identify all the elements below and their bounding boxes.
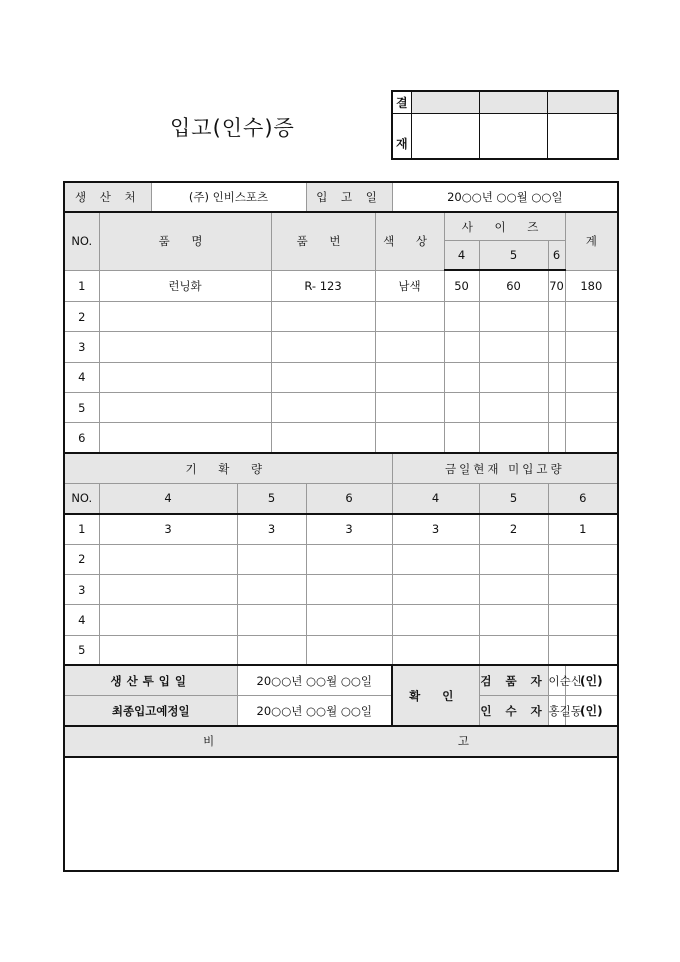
table-row xyxy=(64,362,618,392)
unreceived-size-4[interactable] xyxy=(392,605,479,635)
inspector-name[interactable]: 이순신 xyxy=(548,665,565,695)
col-size-4: 4 xyxy=(444,241,479,270)
confirm-label: 확 인 xyxy=(392,665,479,726)
item-name[interactable] xyxy=(99,332,271,362)
confirmed-size-5[interactable] xyxy=(237,635,306,665)
confirmed-size-4[interactable] xyxy=(99,635,237,665)
table-row xyxy=(64,332,618,362)
receiver-seal[interactable]: (인) xyxy=(565,696,618,726)
approval-label-top: 결 xyxy=(392,91,411,113)
item-part-no[interactable] xyxy=(271,332,375,362)
producer-label: 생 산 처 xyxy=(64,182,151,212)
table-row xyxy=(64,423,618,453)
item-color[interactable] xyxy=(375,332,444,362)
item-part-no[interactable] xyxy=(271,301,375,331)
confirmed-size-6[interactable] xyxy=(306,574,392,604)
page-title: 입고(인수)증 xyxy=(170,116,295,140)
unreceived-size-6[interactable] xyxy=(548,605,618,635)
confirmed-size-4[interactable] xyxy=(99,574,237,604)
unreceived-size-5[interactable] xyxy=(479,635,548,665)
col-name: 품 명 xyxy=(99,212,271,270)
item-color[interactable] xyxy=(375,362,444,392)
approval-sign-cell[interactable] xyxy=(547,113,618,159)
unreceived-size-4[interactable]: 3 xyxy=(392,514,479,544)
table-row xyxy=(64,514,618,544)
item-size-4[interactable] xyxy=(444,392,479,422)
confirmed-size-5[interactable] xyxy=(237,605,306,635)
item-color[interactable] xyxy=(375,423,444,453)
remarks-area[interactable] xyxy=(64,757,618,871)
item-size-6[interactable] xyxy=(548,301,565,331)
item-total[interactable] xyxy=(565,423,618,453)
inspector-label: 검 품 자 xyxy=(479,665,548,695)
receipt-col-a5: 5 xyxy=(237,483,306,513)
unreceived-size-4[interactable] xyxy=(392,574,479,604)
approval-header-cell xyxy=(547,91,618,113)
unreceived-size-6[interactable] xyxy=(548,635,618,665)
date-label: 입 고 일 xyxy=(306,182,392,212)
item-color[interactable]: 남색 xyxy=(375,270,444,301)
col-size-5: 5 xyxy=(479,241,548,270)
receipt-form xyxy=(63,181,619,872)
row-no: 2 xyxy=(64,301,99,331)
approval-header-cell xyxy=(411,91,479,113)
producer-value[interactable]: (주) 인비스포츠 xyxy=(151,182,306,212)
item-size-6[interactable] xyxy=(548,423,565,453)
confirmed-size-4[interactable]: 3 xyxy=(99,514,237,544)
approval-sign-cell[interactable] xyxy=(479,113,547,159)
item-size-4[interactable] xyxy=(444,423,479,453)
item-size-4[interactable] xyxy=(444,362,479,392)
confirmed-size-5[interactable] xyxy=(237,544,306,574)
item-size-4[interactable] xyxy=(444,332,479,362)
inspector-seal[interactable]: (인) xyxy=(565,665,618,695)
unreceived-size-6[interactable]: 1 xyxy=(548,514,618,544)
final-date-label: 최종입고예정일 xyxy=(64,696,237,726)
item-size-5[interactable] xyxy=(479,362,548,392)
unreceived-size-5[interactable] xyxy=(479,605,548,635)
receipt-col-a6: 6 xyxy=(306,483,392,513)
item-size-4[interactable]: 50 xyxy=(444,270,479,301)
row-no: 4 xyxy=(64,605,99,635)
item-size-5[interactable] xyxy=(479,332,548,362)
item-name[interactable]: 런닝화 xyxy=(99,270,271,301)
confirmed-size-6[interactable] xyxy=(306,544,392,574)
confirmed-size-6[interactable]: 3 xyxy=(306,514,392,544)
receipt-col-a4: 4 xyxy=(99,483,237,513)
unreceived-size-5[interactable] xyxy=(479,544,548,574)
receipt-col-b6: 6 xyxy=(548,483,618,513)
item-name[interactable] xyxy=(99,362,271,392)
unreceived-size-5[interactable]: 2 xyxy=(479,514,548,544)
confirmed-size-4[interactable] xyxy=(99,605,237,635)
date-value[interactable]: 20○○년 ○○월 ○○일 xyxy=(392,182,618,212)
table-row xyxy=(64,635,618,665)
item-part-no[interactable] xyxy=(271,392,375,422)
item-part-no[interactable] xyxy=(271,423,375,453)
item-total[interactable] xyxy=(565,362,618,392)
item-size-5[interactable] xyxy=(479,301,548,331)
confirmed-size-5[interactable] xyxy=(237,574,306,604)
item-size-5[interactable] xyxy=(479,423,548,453)
receipt-col-no: NO. xyxy=(64,483,99,513)
item-total[interactable] xyxy=(565,392,618,422)
table-row xyxy=(64,392,618,422)
item-name[interactable] xyxy=(99,301,271,331)
item-size-6[interactable]: 70 xyxy=(548,270,565,301)
approval-label-bottom: 재 xyxy=(392,113,411,159)
item-size-5[interactable] xyxy=(479,392,548,422)
confirmed-size-6[interactable] xyxy=(306,605,392,635)
col-total: 계 xyxy=(565,212,618,270)
confirmed-size-6[interactable] xyxy=(306,635,392,665)
row-no: 3 xyxy=(64,574,99,604)
group-confirmed-qty: 기 확 량 xyxy=(64,453,392,483)
row-no: 5 xyxy=(64,392,99,422)
table-row xyxy=(64,544,618,574)
remarks-label: 비 고 xyxy=(64,726,618,756)
item-part-no[interactable] xyxy=(271,362,375,392)
group-unreceived-qty: 금일현재 미입고량 xyxy=(392,453,618,483)
prod-date-value[interactable]: 20○○년 ○○월 ○○일 xyxy=(237,665,392,695)
item-name[interactable] xyxy=(99,423,271,453)
item-total[interactable] xyxy=(565,332,618,362)
unreceived-size-4[interactable] xyxy=(392,544,479,574)
row-no: 1 xyxy=(64,514,99,544)
item-name[interactable] xyxy=(99,392,271,422)
receiver-name[interactable]: 홍길동 xyxy=(548,696,565,726)
item-total[interactable] xyxy=(565,301,618,331)
unreceived-size-4[interactable] xyxy=(392,635,479,665)
col-color: 색 상 xyxy=(375,212,444,270)
item-size-6[interactable] xyxy=(548,392,565,422)
row-no: 4 xyxy=(64,362,99,392)
confirmed-size-5[interactable]: 3 xyxy=(237,514,306,544)
table-row xyxy=(64,270,618,301)
col-part-no: 품 번 xyxy=(271,212,375,270)
item-size-5[interactable]: 60 xyxy=(479,270,548,301)
row-no: 3 xyxy=(64,332,99,362)
item-color[interactable] xyxy=(375,301,444,331)
receipt-col-b5: 5 xyxy=(479,483,548,513)
item-size-6[interactable] xyxy=(548,332,565,362)
col-no: NO. xyxy=(64,212,99,270)
final-date-value[interactable]: 20○○년 ○○월 ○○일 xyxy=(237,696,392,726)
row-no: 2 xyxy=(64,544,99,574)
item-total[interactable]: 180 xyxy=(565,270,618,301)
row-no: 6 xyxy=(64,423,99,453)
item-size-4[interactable] xyxy=(444,301,479,331)
item-size-6[interactable] xyxy=(548,362,565,392)
row-no: 5 xyxy=(64,635,99,665)
table-row xyxy=(64,605,618,635)
approval-box xyxy=(391,90,619,160)
receipt-col-b4: 4 xyxy=(392,483,479,513)
col-size-6: 6 xyxy=(548,241,565,270)
table-row xyxy=(64,574,618,604)
approval-header-cell xyxy=(479,91,547,113)
col-size-group: 사 이 즈 xyxy=(444,212,565,240)
item-color[interactable] xyxy=(375,392,444,422)
receiver-label: 인 수 자 xyxy=(479,696,548,726)
unreceived-size-6[interactable] xyxy=(548,544,618,574)
row-no: 1 xyxy=(64,270,99,301)
unreceived-size-6[interactable] xyxy=(548,574,618,604)
prod-date-label: 생산투입일 xyxy=(64,665,237,695)
table-row xyxy=(64,301,618,331)
unreceived-size-5[interactable] xyxy=(479,574,548,604)
approval-sign-cell[interactable] xyxy=(411,113,479,159)
confirmed-size-4[interactable] xyxy=(99,544,237,574)
item-part-no[interactable]: R- 123 xyxy=(271,270,375,301)
